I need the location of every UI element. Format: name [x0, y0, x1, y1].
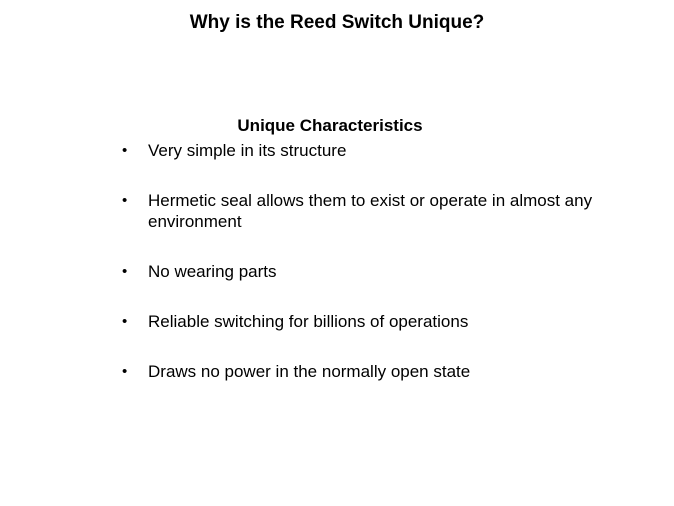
bullet-item [120, 140, 600, 161]
bullet-text: No wearing parts [148, 262, 277, 281]
bullet-icon: • [122, 263, 128, 280]
bullet-item [120, 311, 600, 332]
bullet-icon: • [122, 192, 128, 209]
bullet-icon: • [122, 142, 128, 159]
bullet-item [120, 261, 600, 282]
bullet-text: Draws no power in the normally open state [148, 362, 471, 381]
bullet-icon: • [122, 313, 128, 330]
bullet-icon: • [122, 363, 128, 380]
bullet-text: Very simple in its structure [148, 141, 347, 160]
slide-title: Why is the Reed Switch Unique? [189, 12, 485, 33]
bullet-list [120, 140, 600, 411]
bullet-item [120, 361, 600, 382]
bullet-item [120, 190, 600, 232]
bullet-text: Reliable switching for billions of operations [148, 312, 469, 331]
section-heading: Unique Characteristics [237, 116, 423, 135]
bullet-text: Hermetic seal allows them to exist or operate in almost any environment [148, 191, 593, 231]
